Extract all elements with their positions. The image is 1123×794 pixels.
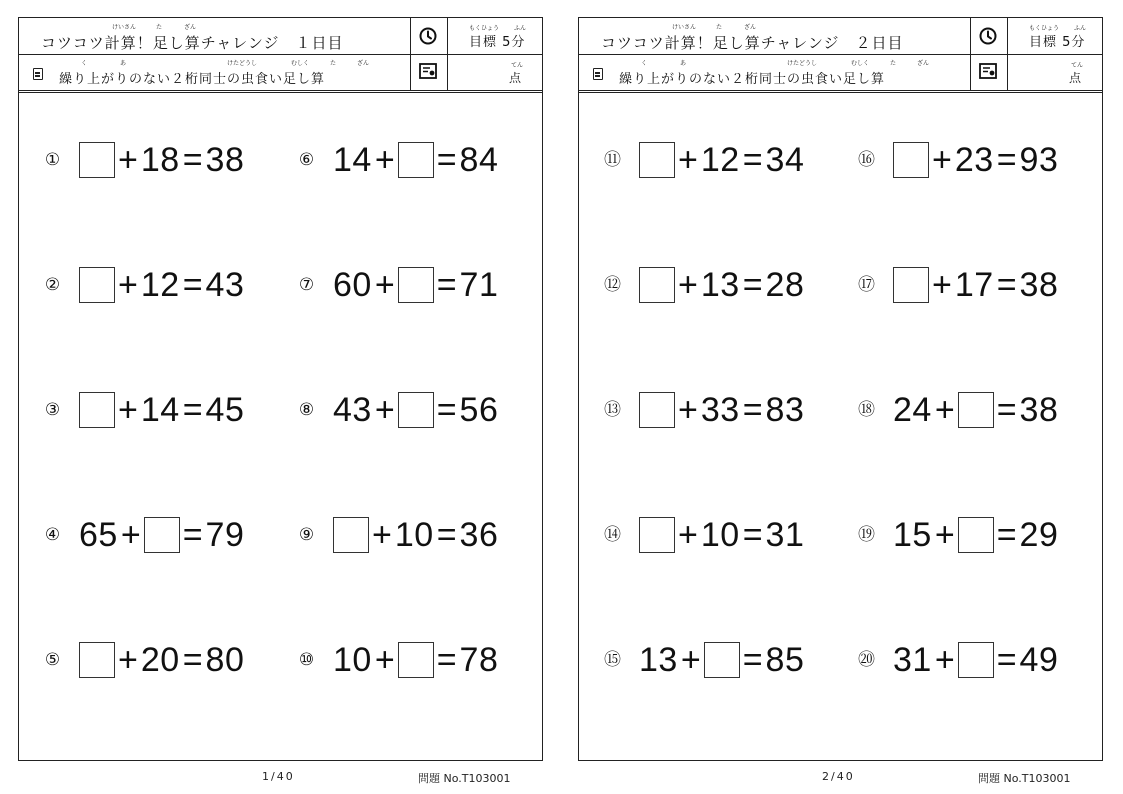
number: 33: [700, 390, 740, 429]
document-icon: [593, 68, 603, 80]
problem: [298, 635, 498, 685]
number: 49: [1019, 640, 1059, 679]
number: 56: [459, 390, 499, 429]
furigana: た: [890, 60, 897, 67]
equals-sign: =: [996, 640, 1017, 679]
answer-blank[interactable]: [893, 267, 929, 303]
number: 15: [893, 515, 932, 554]
problem: [44, 135, 244, 185]
furigana: あ: [680, 60, 687, 67]
header-divider: [19, 92, 542, 93]
problem: [604, 135, 804, 185]
plus-sign: +: [934, 640, 955, 679]
furigana: あ: [120, 60, 127, 67]
header-divider: [19, 90, 542, 91]
problem: [604, 260, 804, 310]
problem-number-badge: ⑩: [298, 649, 315, 670]
problem: [44, 510, 244, 560]
number: 38: [1019, 265, 1059, 304]
problem-number-badge: ④: [44, 524, 61, 545]
problem: [604, 385, 804, 435]
number: 13: [639, 640, 678, 679]
equals-sign: =: [436, 265, 457, 304]
number: 36: [459, 515, 499, 554]
answer-blank[interactable]: [704, 642, 740, 678]
plus-sign: +: [678, 265, 698, 304]
number: 79: [205, 515, 245, 554]
worksheet-title: コツコツ計算！足し算チャレンジ ２日目: [601, 34, 904, 52]
number: 14: [333, 140, 372, 179]
problem: [44, 635, 244, 685]
score-card-icon: [979, 63, 997, 79]
furigana: ざん: [917, 60, 930, 67]
plus-sign: +: [932, 140, 952, 179]
plus-sign: +: [374, 265, 395, 304]
answer-blank[interactable]: [79, 267, 115, 303]
number: 60: [333, 265, 372, 304]
problem-number-badge: ②: [44, 274, 61, 295]
furigana: けいさん: [112, 24, 137, 31]
equals-sign: =: [436, 140, 457, 179]
number: 83: [765, 390, 805, 429]
furigana: ざん: [184, 24, 197, 31]
plus-sign: +: [118, 640, 138, 679]
problem: [858, 135, 1058, 185]
number: 12: [700, 140, 740, 179]
problem: [44, 260, 244, 310]
number: 18: [140, 140, 180, 179]
problem-number-badge: ⑰: [858, 274, 875, 295]
plus-sign: +: [118, 140, 138, 179]
answer-blank[interactable]: [79, 142, 115, 178]
problem: [298, 135, 498, 185]
furigana: ふん: [1074, 25, 1087, 32]
worksheet-subtitle: 繰り上がりのない２桁同士の虫食い足し算: [59, 72, 326, 87]
problem-number-badge: ⑨: [298, 524, 315, 545]
problem: [298, 385, 498, 435]
number: 20: [140, 640, 180, 679]
furigana: た: [330, 60, 337, 67]
header-divider: [579, 90, 1102, 91]
number: 17: [954, 265, 994, 304]
equals-sign: =: [742, 640, 763, 679]
number: 38: [1019, 390, 1059, 429]
number: 31: [765, 515, 805, 554]
answer-blank[interactable]: [958, 392, 994, 428]
number: 38: [205, 140, 245, 179]
answer-blank[interactable]: [958, 642, 994, 678]
header-divider: [579, 92, 1102, 93]
problem-number-badge: ⑦: [298, 274, 315, 295]
equals-sign: =: [996, 515, 1017, 554]
worksheet-title: コツコツ計算！足し算チャレンジ １日目: [41, 34, 344, 52]
furigana: てん: [511, 62, 524, 69]
problem-number-badge: ⑬: [604, 399, 621, 420]
page-number: 1/40: [262, 770, 295, 783]
number: 13: [700, 265, 740, 304]
worksheet-subtitle: 繰り上がりのない２桁同士の虫食い足し算: [619, 72, 886, 87]
goal-time: 目標 5分: [469, 35, 526, 50]
plus-sign: +: [678, 515, 698, 554]
number: 12: [140, 265, 180, 304]
furigana: むしく: [851, 60, 870, 67]
answer-blank[interactable]: [639, 267, 675, 303]
problem-number-badge: ⑳: [858, 649, 875, 670]
answer-blank[interactable]: [398, 392, 434, 428]
furigana: もくひょう: [469, 25, 500, 32]
problem-number-badge: ⑮: [604, 649, 621, 670]
answer-blank[interactable]: [958, 517, 994, 553]
number: 23: [954, 140, 994, 179]
problem: [44, 385, 244, 435]
number: 71: [459, 265, 499, 304]
problem: [298, 510, 498, 560]
goal-time: 目標 5分: [1029, 35, 1086, 50]
furigana: た: [716, 24, 723, 31]
plus-sign: +: [678, 140, 698, 179]
number: 65: [79, 515, 118, 554]
score-card-icon: [419, 63, 437, 79]
plus-sign: +: [932, 265, 952, 304]
problem: [298, 260, 498, 310]
number: 14: [140, 390, 180, 429]
furigana: てん: [1071, 62, 1084, 69]
problem-number-badge: ①: [44, 149, 61, 170]
score-label: 点: [509, 71, 522, 85]
problem-number: 問題 No.T103001: [978, 772, 1071, 785]
furigana: ざん: [357, 60, 370, 67]
problem: [858, 260, 1058, 310]
number: 10: [333, 640, 372, 679]
clock-icon: [419, 27, 437, 45]
number: 10: [394, 515, 434, 554]
header-column-divider: [447, 18, 448, 90]
furigana: けたどうし: [227, 60, 258, 67]
plus-sign: +: [374, 390, 395, 429]
number: 45: [205, 390, 245, 429]
plus-sign: +: [118, 265, 138, 304]
answer-blank[interactable]: [79, 392, 115, 428]
number: 93: [1019, 140, 1059, 179]
problem-number-badge: ⑪: [604, 149, 621, 170]
answer-blank[interactable]: [639, 517, 675, 553]
problem-number-badge: ⑱: [858, 399, 875, 420]
problem: [858, 635, 1058, 685]
problem-number-badge: ⑯: [858, 149, 875, 170]
number: 10: [700, 515, 740, 554]
furigana: むしく: [291, 60, 310, 67]
problem: [858, 385, 1058, 435]
equals-sign: =: [742, 265, 763, 304]
equals-sign: =: [182, 265, 203, 304]
furigana: けいさん: [672, 24, 697, 31]
number: 80: [205, 640, 245, 679]
equals-sign: =: [182, 390, 203, 429]
equals-sign: =: [996, 390, 1017, 429]
plus-sign: +: [374, 640, 395, 679]
score-label: 点: [1069, 71, 1082, 85]
answer-blank[interactable]: [893, 142, 929, 178]
clock-icon: [979, 27, 997, 45]
number: 43: [205, 265, 245, 304]
answer-blank[interactable]: [398, 267, 434, 303]
equals-sign: =: [742, 140, 763, 179]
equals-sign: =: [436, 640, 457, 679]
number: 24: [893, 390, 932, 429]
number: 43: [333, 390, 372, 429]
furigana: ふん: [514, 25, 527, 32]
document-icon: [33, 68, 43, 80]
answer-blank[interactable]: [398, 142, 434, 178]
answer-blank[interactable]: [639, 392, 675, 428]
furigana: もくひょう: [1029, 25, 1060, 32]
plus-sign: +: [680, 640, 701, 679]
problem-number-badge: ⑤: [44, 649, 61, 670]
furigana: た: [156, 24, 163, 31]
answer-blank[interactable]: [79, 642, 115, 678]
number: 29: [1019, 515, 1059, 554]
answer-blank[interactable]: [398, 642, 434, 678]
furigana: く: [641, 60, 648, 67]
equals-sign: =: [182, 140, 203, 179]
answer-blank[interactable]: [639, 142, 675, 178]
problem-number: 問題 No.T103001: [418, 772, 511, 785]
equals-sign: =: [996, 140, 1017, 179]
header-column-divider: [1007, 18, 1008, 90]
plus-sign: +: [120, 515, 141, 554]
equals-sign: =: [436, 390, 457, 429]
answer-blank[interactable]: [144, 517, 180, 553]
problem: [604, 510, 804, 560]
problem: [604, 635, 804, 685]
header-column-divider: [970, 18, 971, 90]
plus-sign: +: [934, 515, 955, 554]
number: 28: [765, 265, 805, 304]
problem: [858, 510, 1058, 560]
problem-number-badge: ⑭: [604, 524, 621, 545]
number: 78: [459, 640, 499, 679]
problem-number-badge: ⑫: [604, 274, 621, 295]
equals-sign: =: [182, 640, 203, 679]
problem-number-badge: ⑧: [298, 399, 315, 420]
plus-sign: +: [678, 390, 698, 429]
answer-blank[interactable]: [333, 517, 369, 553]
number: 31: [893, 640, 932, 679]
equals-sign: =: [742, 390, 763, 429]
plus-sign: +: [372, 515, 392, 554]
problem-number-badge: ⑥: [298, 149, 315, 170]
page-number: 2/40: [822, 770, 855, 783]
furigana: けたどうし: [787, 60, 818, 67]
problem-number-badge: ⑲: [858, 524, 875, 545]
equals-sign: =: [436, 515, 457, 554]
equals-sign: =: [996, 265, 1017, 304]
number: 84: [459, 140, 499, 179]
furigana: く: [81, 60, 88, 67]
equals-sign: =: [182, 515, 203, 554]
number: 34: [765, 140, 805, 179]
furigana: ざん: [744, 24, 757, 31]
plus-sign: +: [934, 390, 955, 429]
problem-number-badge: ③: [44, 399, 61, 420]
header-column-divider: [410, 18, 411, 90]
equals-sign: =: [742, 515, 763, 554]
number: 85: [765, 640, 805, 679]
plus-sign: +: [118, 390, 138, 429]
plus-sign: +: [374, 140, 395, 179]
